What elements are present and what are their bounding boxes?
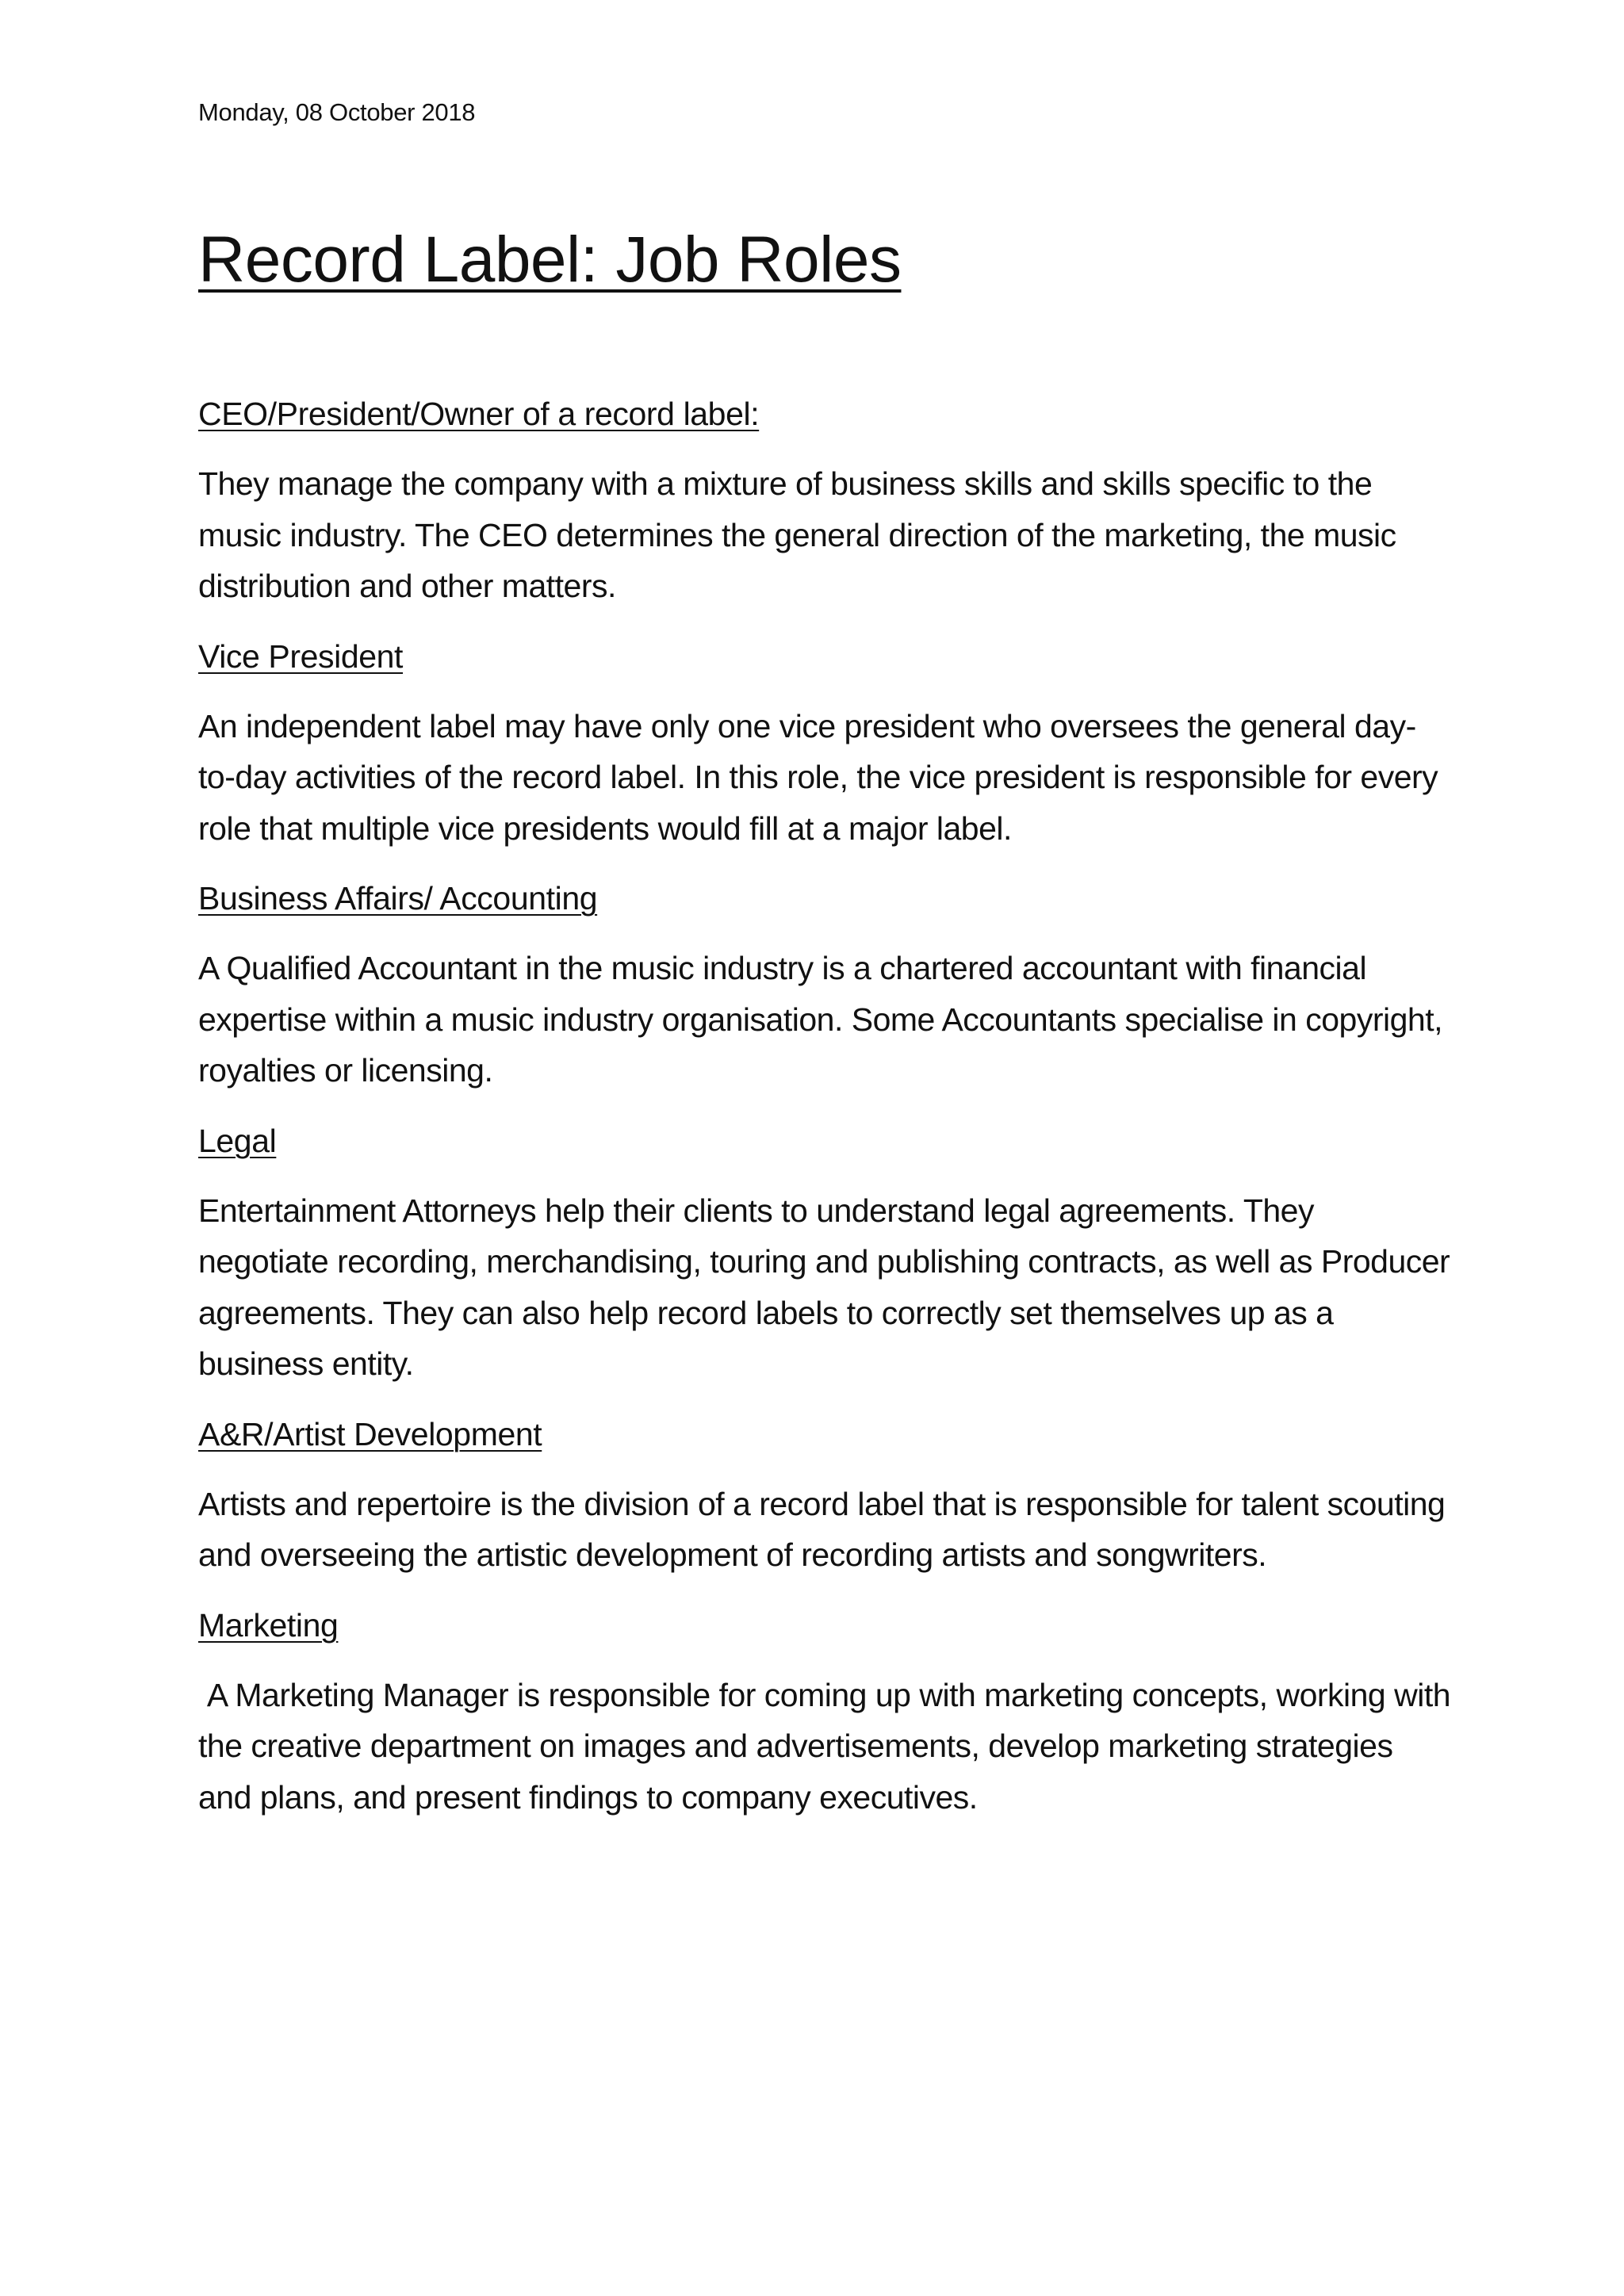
section-ceo [198, 392, 1451, 612]
section-body: An independent label may have only one vice president who oversees the general day-to-day activities of the record label. In this role, the vice president is responsible for every role that multiple vice presidents would fill at a major label. [198, 707, 1447, 847]
section-heading: Vice President [198, 637, 404, 675]
sections-list [198, 392, 1459, 1823]
section-body: A Qualified Accountant in the music industry is a chartered accountant with financial expertise within a music industry organisation. Some Accountants specialise in copyright, royalties or licensing. [198, 950, 1451, 1089]
section-heading: CEO/President/Owner of a record label: [198, 396, 760, 432]
section-heading: A&R/Artist Development [198, 1415, 542, 1452]
section-body: Entertainment Attorneys help their clients to understand legal agreements. They negotiate recording, merchandising, touring and publishing contracts, as well as Producer agreements. They can also help record labels to correctly set themselves up as a business entity. [198, 1192, 1459, 1382]
section-body: They manage the company with a mixture of business skills and skills specific to the music industry. The CEO determines the general direction of the marketing, the music distribution and other matters. [198, 465, 1405, 604]
section-heading: Business Affairs/ Accounting [198, 880, 598, 916]
section-marketing [198, 1603, 1459, 1823]
section-body: A Marketing Manager is responsible for coming up with marketing concepts, working with the creative department on images and advertisements, develop marketing strategies and plans, and present findings to company executives. [198, 1676, 1459, 1816]
section-heading: Marketing [198, 1606, 339, 1644]
document-date: Monday, 08 October 2018 [198, 98, 476, 126]
section-legal [198, 1119, 1459, 1390]
section-artist-development [198, 1412, 1454, 1581]
section-vice-president [198, 634, 1451, 855]
document-title: Record Label: Job Roles [198, 224, 902, 296]
section-body: Artists and repertoire is the division of a record label that is responsible for talent scouting and overseeing the artistic development of recording artists and songwriters. [198, 1485, 1454, 1573]
document-content [198, 95, 1459, 1845]
section-heading: Legal [198, 1122, 277, 1159]
section-business-affairs [198, 876, 1451, 1096]
